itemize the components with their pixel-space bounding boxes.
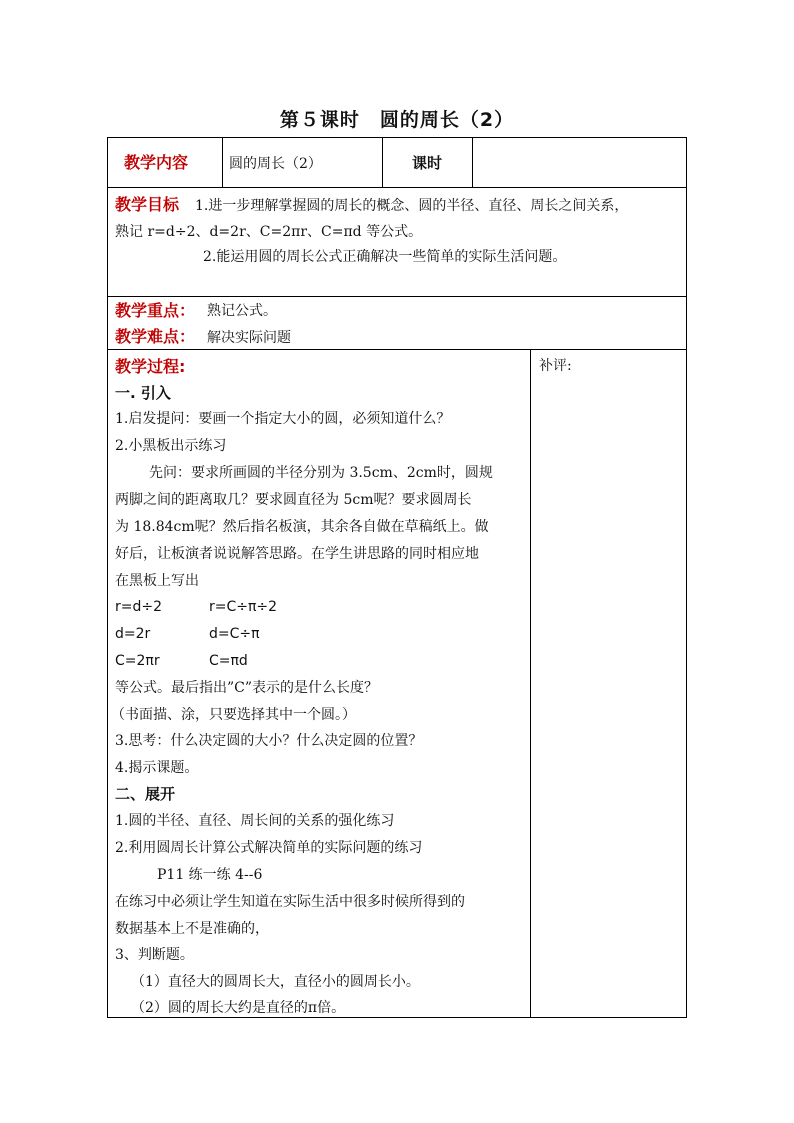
row-divider-keypoints: [107, 349, 687, 350]
header-divider-2: [382, 137, 383, 187]
key-point-label: 教学重点：: [115, 301, 196, 320]
table-border-right: [686, 137, 687, 1018]
formula-d-r: d=2r: [115, 626, 151, 642]
process-line: 2.利用圆周长计算公式解决简单的实际问题的练习: [115, 840, 423, 856]
section-intro-heading: 一. 引入: [115, 384, 171, 402]
goals-line-2: 熟记 r=d÷2、d=2r、C=2πr、C=πd 等公式。: [115, 224, 423, 240]
header-divider-3: [472, 137, 473, 187]
page-title: 第５课时 圆的周长（2）: [279, 109, 515, 131]
formula-r-c: r=C÷π÷2: [209, 599, 278, 615]
process-line: （2）圆的周长大约是直径的π倍。: [131, 1000, 346, 1016]
process-line: 1.启发提问：要画一个指定大小的圆，必须知道什么？: [115, 411, 451, 427]
process-line: （1）直径大的圆周长大，直径小的圆周长小。: [131, 974, 420, 990]
formula-r-d: r=d÷2: [115, 599, 163, 615]
period-label: 课时: [412, 154, 443, 172]
content-label: 教学内容: [124, 153, 189, 172]
comment-label: 补评:: [539, 358, 572, 374]
table-border-bottom: [107, 1017, 687, 1018]
process-line: 两脚之间的距离取几？要求圆直径为 5cm呢？要求圆周长: [115, 492, 472, 508]
key-point-value: 熟记公式。: [207, 303, 277, 319]
lesson-plan-table: [107, 137, 687, 1018]
row-divider-header: [107, 187, 687, 188]
content-value: 圆的周长（2）: [229, 156, 322, 172]
formula-d-c: d=C÷π: [209, 626, 260, 642]
process-line: 1.圆的半径、直径、周长间的关系的强化练习: [115, 813, 395, 829]
comment-column-divider: [530, 349, 531, 1017]
process-line: 3.思考：什么决定圆的大小？什么决定圆的位置？: [115, 733, 423, 749]
process-label: 教学过程:: [115, 357, 186, 376]
difficulty-value: 解决实际问题: [207, 330, 291, 346]
section-expand-heading: 二、展开: [115, 785, 176, 803]
header-divider-1: [222, 137, 223, 187]
table-border-top: [107, 137, 687, 138]
process-line: 在黑板上写出: [115, 573, 199, 589]
process-line: 在练习中必须让学生知道在实际生活中很多时候所得到的: [115, 894, 465, 910]
process-line: P11 练一练 4--6: [157, 867, 263, 883]
formula-c-r: C=2πr: [115, 653, 160, 669]
goals-label: 教学目标: [115, 195, 180, 214]
process-line: （书面描、涂，只要选择其中一个圆。）: [111, 707, 356, 723]
process-line: 2.小黑板出示练习: [115, 438, 227, 454]
goals-line-1: 1.进一步理解掌握圆的周长的概念、圆的半径、直径、周长之间关系，: [195, 198, 629, 214]
process-line: 为 18.84cm呢？然后指名板演，其余各自做在草稿纸上。做: [115, 519, 489, 535]
process-line: 数据基本上不是准确的，: [115, 921, 269, 937]
goals-line-3: 2.能运用圆的周长公式正确解决一些简单的实际生活问题。: [203, 249, 567, 265]
difficulty-label: 教学难点：: [115, 327, 196, 346]
process-line: 好后，让板演者说说解答思路。在学生讲思路的同时相应地: [115, 546, 479, 562]
process-line: 等公式。最后指出”C”表示的是什么长度？: [115, 680, 379, 696]
formula-c-d: C=πd: [209, 653, 248, 669]
process-line: 先问：要求所画圆的半径分别为 3.5cm、2cm时，圆规: [149, 465, 493, 481]
process-line: 3、判断题。: [115, 947, 194, 963]
process-line: 4.揭示课题。: [115, 760, 199, 776]
table-border-left: [107, 137, 108, 1018]
row-divider-goals: [107, 296, 687, 297]
